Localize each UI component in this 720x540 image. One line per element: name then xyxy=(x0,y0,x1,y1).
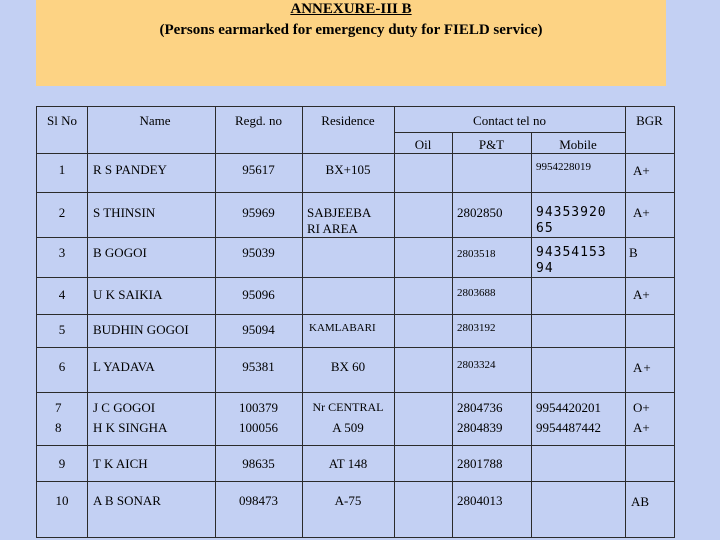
page-subtitle: (Persons earmarked for emergency duty for FIELD service) xyxy=(159,22,543,38)
table-row-2-slno: 2 xyxy=(58,205,66,220)
table-row-7-name: J C GOGOI xyxy=(93,400,156,415)
table-row-3-name: B GOGOI xyxy=(93,245,147,260)
table-row-6-slno: 6 xyxy=(58,359,66,374)
table-row-6-name: L YADAVA xyxy=(93,359,155,374)
table-row-7-residence: Nr CENTRAL xyxy=(312,400,384,414)
table-row-5-slno: 5 xyxy=(58,322,66,337)
table-row-7-bgr: O+ xyxy=(633,400,650,415)
table-row-9-residence: AT 148 xyxy=(328,456,368,471)
column-header-oil: Oil xyxy=(414,137,432,152)
table-row-8-name: H K SINGHA xyxy=(93,420,168,435)
column-header-contact: Contact tel no xyxy=(473,113,546,128)
table-row-1-name: R S PANDEY xyxy=(93,162,167,177)
table-row-2-mobile: 94353920 xyxy=(536,205,607,220)
table-row-3-regd: 95039 xyxy=(242,245,275,260)
table-row-4-bgr: A+ xyxy=(633,287,650,302)
table-row-3-mobile-line2: 94 xyxy=(536,261,554,276)
title-banner xyxy=(36,0,666,86)
table-row-9-name: T K AICH xyxy=(93,456,148,471)
table-row-4-pt: 2803688 xyxy=(457,287,496,299)
table-row-3-mobile: 94354153 xyxy=(536,245,607,260)
table-row-10-residence: A-75 xyxy=(334,493,362,508)
table-row-6-regd: 95381 xyxy=(242,359,275,374)
table-row-10-bgr: AB xyxy=(631,494,650,509)
table-row-10-pt: 2804013 xyxy=(457,493,503,508)
table-row-8-slno: 8 xyxy=(55,420,62,435)
table-row-8-mobile: 9954487442 xyxy=(536,420,601,435)
table-row-4-name: U K SAIKIA xyxy=(93,287,163,302)
table-row-1-bgr: A+ xyxy=(633,163,650,178)
table-row-4-slno: 4 xyxy=(58,287,66,302)
table-row-8-pt: 2804839 xyxy=(457,420,503,435)
table-row-8-residence: A 509 xyxy=(332,420,364,435)
table-row-10-regd: 098473 xyxy=(239,493,278,508)
table-row-7-mobile: 9954420201 xyxy=(536,400,601,415)
table-row-3-bgr: B xyxy=(629,245,638,260)
table-row-7-pt: 2804736 xyxy=(457,400,503,415)
column-header-slno: Sl No xyxy=(47,113,77,128)
page-title: ANNEXURE-III B xyxy=(290,1,412,17)
table-row-7-regd: 100379 xyxy=(239,400,278,415)
table-row-5-pt: 2803192 xyxy=(457,322,496,334)
table-row-1-residence: BX+105 xyxy=(325,162,371,177)
table-row-10-slno: 10 xyxy=(55,493,69,508)
table-row-3-pt: 2803518 xyxy=(457,248,496,260)
table-row-2-pt: 2802850 xyxy=(457,205,503,220)
table-row-6-bgr: A+ xyxy=(633,360,652,375)
column-header-pt: P&T xyxy=(478,137,505,152)
column-header-residence: Residence xyxy=(321,113,375,128)
table-row-6-residence: BX 60 xyxy=(330,359,366,374)
table-row-3-slno: 3 xyxy=(58,245,66,260)
column-header-regd: Regd. no xyxy=(235,113,282,128)
table-row-5-regd: 95094 xyxy=(242,322,275,337)
table-row-9-regd: 98635 xyxy=(242,456,275,471)
table-row-4-regd: 95096 xyxy=(242,287,275,302)
table-row-5-name: BUDHIN GOGOI xyxy=(93,322,189,337)
table-row-1-mobile: 9954228019 xyxy=(536,161,591,173)
table-row-2-name: S THINSIN xyxy=(93,205,156,220)
table-row-2-bgr: A+ xyxy=(633,205,650,220)
column-header-bgr: BGR xyxy=(636,113,663,128)
table-row-2-mobile-line2: 65 xyxy=(536,221,554,236)
column-header-name: Name xyxy=(139,113,171,128)
table-row-8-bgr: A+ xyxy=(633,420,650,435)
table-row-5-residence: KAMLABARI xyxy=(309,322,376,334)
table-row-8-regd: 100056 xyxy=(239,420,278,435)
table-row-9-pt: 2801788 xyxy=(457,456,503,471)
table-row-1-slno: 1 xyxy=(58,162,66,177)
table-row-7-slno: 7 xyxy=(55,400,62,415)
column-header-mobile: Mobile xyxy=(559,137,597,152)
table-row-2-residence: SABJEEBA xyxy=(307,205,372,220)
table-row-1-regd: 95617 xyxy=(242,162,275,177)
table-row-10-name: A B SONAR xyxy=(93,493,161,508)
table-row-6-pt: 2803324 xyxy=(457,359,496,371)
table-row-9-slno: 9 xyxy=(58,456,66,471)
table-row-2-residence-line2: RI AREA xyxy=(307,221,358,236)
table-row-2-regd: 95969 xyxy=(242,205,275,220)
emergency-duty-table xyxy=(36,106,675,538)
